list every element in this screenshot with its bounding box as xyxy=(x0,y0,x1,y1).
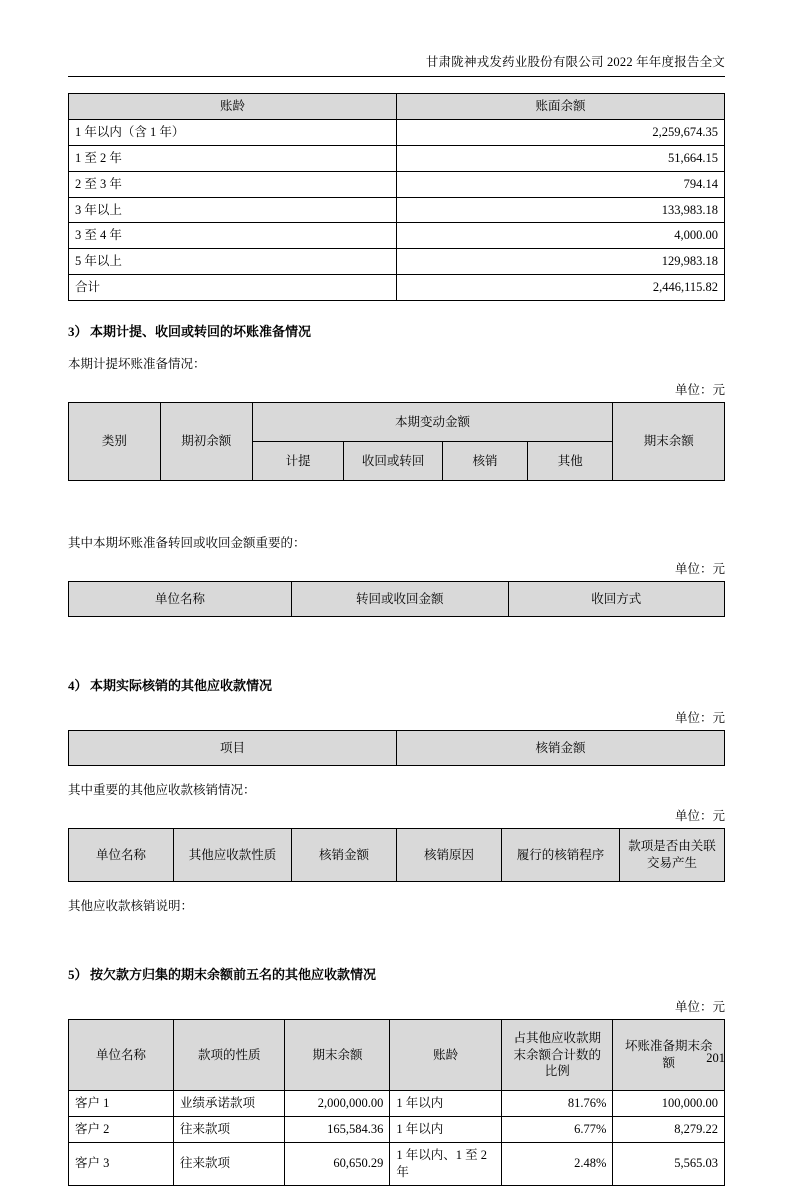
header-writeoff-amount: 核销金额 xyxy=(292,829,397,882)
table-row xyxy=(69,145,725,171)
spacer xyxy=(68,617,725,655)
table-header-row xyxy=(69,829,725,882)
aging-value: 794.14 xyxy=(397,171,725,197)
writeoff-table xyxy=(68,730,725,766)
section-4-sub-intro: 其中重要的其他应收款核销情况： xyxy=(68,783,256,797)
aging-value: 2,259,674.35 xyxy=(397,119,725,145)
aging: 1 年以内、1 至 2 年 xyxy=(390,1142,502,1185)
section-4-unit: 单位：元 xyxy=(674,711,725,725)
header-ratio: 占其他应收款期末余额合计数的比例 xyxy=(501,1020,613,1091)
section-3-title: 本期计提、收回或转回的坏账准备情况 xyxy=(90,324,312,339)
section-3-number: 3） xyxy=(68,324,88,339)
section-4-sub-unit: 单位：元 xyxy=(674,809,725,823)
aging: 1 年以内 xyxy=(390,1091,502,1117)
table-row xyxy=(69,119,725,145)
ratio: 6.77% xyxy=(501,1116,613,1142)
header-payment-nature: 款项的性质 xyxy=(173,1020,285,1091)
aging-header-aging: 账龄 xyxy=(69,94,397,120)
header-title: 甘肃陇神戎发药业股份有限公司 2022 年年度报告全文 xyxy=(425,55,725,69)
section-5-unit: 单位：元 xyxy=(674,1000,725,1014)
header-divider xyxy=(68,76,725,77)
section-4-note: 其他应收款核销说明： xyxy=(68,899,194,913)
aging-table xyxy=(68,93,725,301)
header-aging: 账龄 xyxy=(390,1020,502,1091)
header-writeoff-reason: 核销原因 xyxy=(396,829,501,882)
table-row xyxy=(69,249,725,275)
header-category: 类别 xyxy=(69,403,161,481)
bad-debt-provision: 5,565.03 xyxy=(613,1142,725,1185)
customer-name: 客户 1 xyxy=(69,1091,174,1117)
header-writeoff-procedure: 履行的核销程序 xyxy=(501,829,619,882)
top-five-receivables-table xyxy=(68,1019,725,1186)
aging-label: 5 年以上 xyxy=(69,249,397,275)
section-4-heading xyxy=(68,675,725,694)
header-writeoff: 核销 xyxy=(442,442,527,481)
payment-nature: 往来款项 xyxy=(173,1116,285,1142)
header-unit-name: 单位名称 xyxy=(69,582,292,617)
table-header-row xyxy=(69,582,725,617)
table-row xyxy=(69,1116,725,1142)
ending-balance: 2,000,000.00 xyxy=(285,1091,390,1117)
payment-nature: 往来款项 xyxy=(173,1142,285,1185)
ratio: 2.48% xyxy=(501,1142,613,1185)
table-header-row xyxy=(69,94,725,120)
page-header xyxy=(68,0,725,70)
section-5-number: 5） xyxy=(68,967,88,982)
customer-name: 客户 2 xyxy=(69,1116,174,1142)
table-row xyxy=(69,1091,725,1117)
section-5-heading xyxy=(68,964,725,983)
bad-debt-provision: 8,279.22 xyxy=(613,1116,725,1142)
section-4-title: 本期实际核销的其他应收款情况 xyxy=(90,678,273,693)
customer-name: 客户 3 xyxy=(69,1142,174,1185)
bad-debt-provision: 100,000.00 xyxy=(613,1091,725,1117)
aging-value: 133,983.18 xyxy=(397,197,725,223)
header-unit-name: 单位名称 xyxy=(69,829,174,882)
aging-label: 3 年以上 xyxy=(69,197,397,223)
header-beginning-balance: 期初余额 xyxy=(160,403,252,481)
aging-label: 1 年以内（含 1 年） xyxy=(69,119,397,145)
aging-header-balance: 账面余额 xyxy=(397,94,725,120)
section-3-intro: 本期计提坏账准备情况： xyxy=(68,357,206,371)
payment-nature: 业绩承诺款项 xyxy=(173,1091,285,1117)
header-receivable-nature: 其他应收款性质 xyxy=(173,829,291,882)
header-period-changes: 本期变动金额 xyxy=(252,403,613,442)
bad-debt-provision-table xyxy=(68,402,725,481)
header-bad-debt-ending: 坏账准备期末余额 xyxy=(613,1020,725,1091)
ratio: 81.76% xyxy=(501,1091,613,1117)
aging: 1 年以内 xyxy=(390,1116,502,1142)
table-header-row xyxy=(69,1020,725,1091)
aging-label: 2 至 3 年 xyxy=(69,171,397,197)
section-3-sub-intro: 其中本期坏账准备转回或收回金额重要的： xyxy=(68,536,306,550)
table-row-total xyxy=(69,275,725,301)
page-number: 201 xyxy=(706,1051,725,1065)
section-3-heading xyxy=(68,321,725,340)
header-item: 项目 xyxy=(69,731,397,766)
ending-balance: 165,584.36 xyxy=(285,1116,390,1142)
section-4-number: 4） xyxy=(68,678,88,693)
aging-value-total: 2,446,115.82 xyxy=(397,275,725,301)
aging-value: 51,664.15 xyxy=(397,145,725,171)
header-ending-balance: 期末余额 xyxy=(285,1020,390,1091)
aging-label: 1 至 2 年 xyxy=(69,145,397,171)
spacer xyxy=(68,481,725,519)
table-header-row xyxy=(69,731,725,766)
aging-value: 4,000.00 xyxy=(397,223,725,249)
table-row xyxy=(69,223,725,249)
table-row xyxy=(69,197,725,223)
header-ending-balance: 期末余额 xyxy=(613,403,725,481)
header-writeoff-amount: 核销金额 xyxy=(397,731,725,766)
header-recovery-method: 收回方式 xyxy=(508,582,725,617)
important-writeoff-table xyxy=(68,828,725,882)
aging-value: 129,983.18 xyxy=(397,249,725,275)
section-3-unit: 单位：元 xyxy=(674,383,725,397)
header-other: 其他 xyxy=(528,442,613,481)
table-row xyxy=(69,1142,725,1185)
header-unit-name: 单位名称 xyxy=(69,1020,174,1091)
aging-label-total: 合计 xyxy=(69,275,397,301)
spacer xyxy=(68,922,725,944)
header-recovered: 收回或转回 xyxy=(344,442,442,481)
header-provision: 计提 xyxy=(252,442,344,481)
recovered-amount-table xyxy=(68,581,725,617)
section-5-title: 按欠款方归集的期末余额前五名的其他应收款情况 xyxy=(90,967,377,982)
table-row xyxy=(69,171,725,197)
header-recovered-amount: 转回或收回金额 xyxy=(292,582,508,617)
aging-label: 3 至 4 年 xyxy=(69,223,397,249)
ending-balance: 60,650.29 xyxy=(285,1142,390,1185)
section-3-sub-unit: 单位：元 xyxy=(674,562,725,576)
table-header-row xyxy=(69,403,725,442)
header-related-party: 款项是否由关联交易产生 xyxy=(620,829,725,882)
